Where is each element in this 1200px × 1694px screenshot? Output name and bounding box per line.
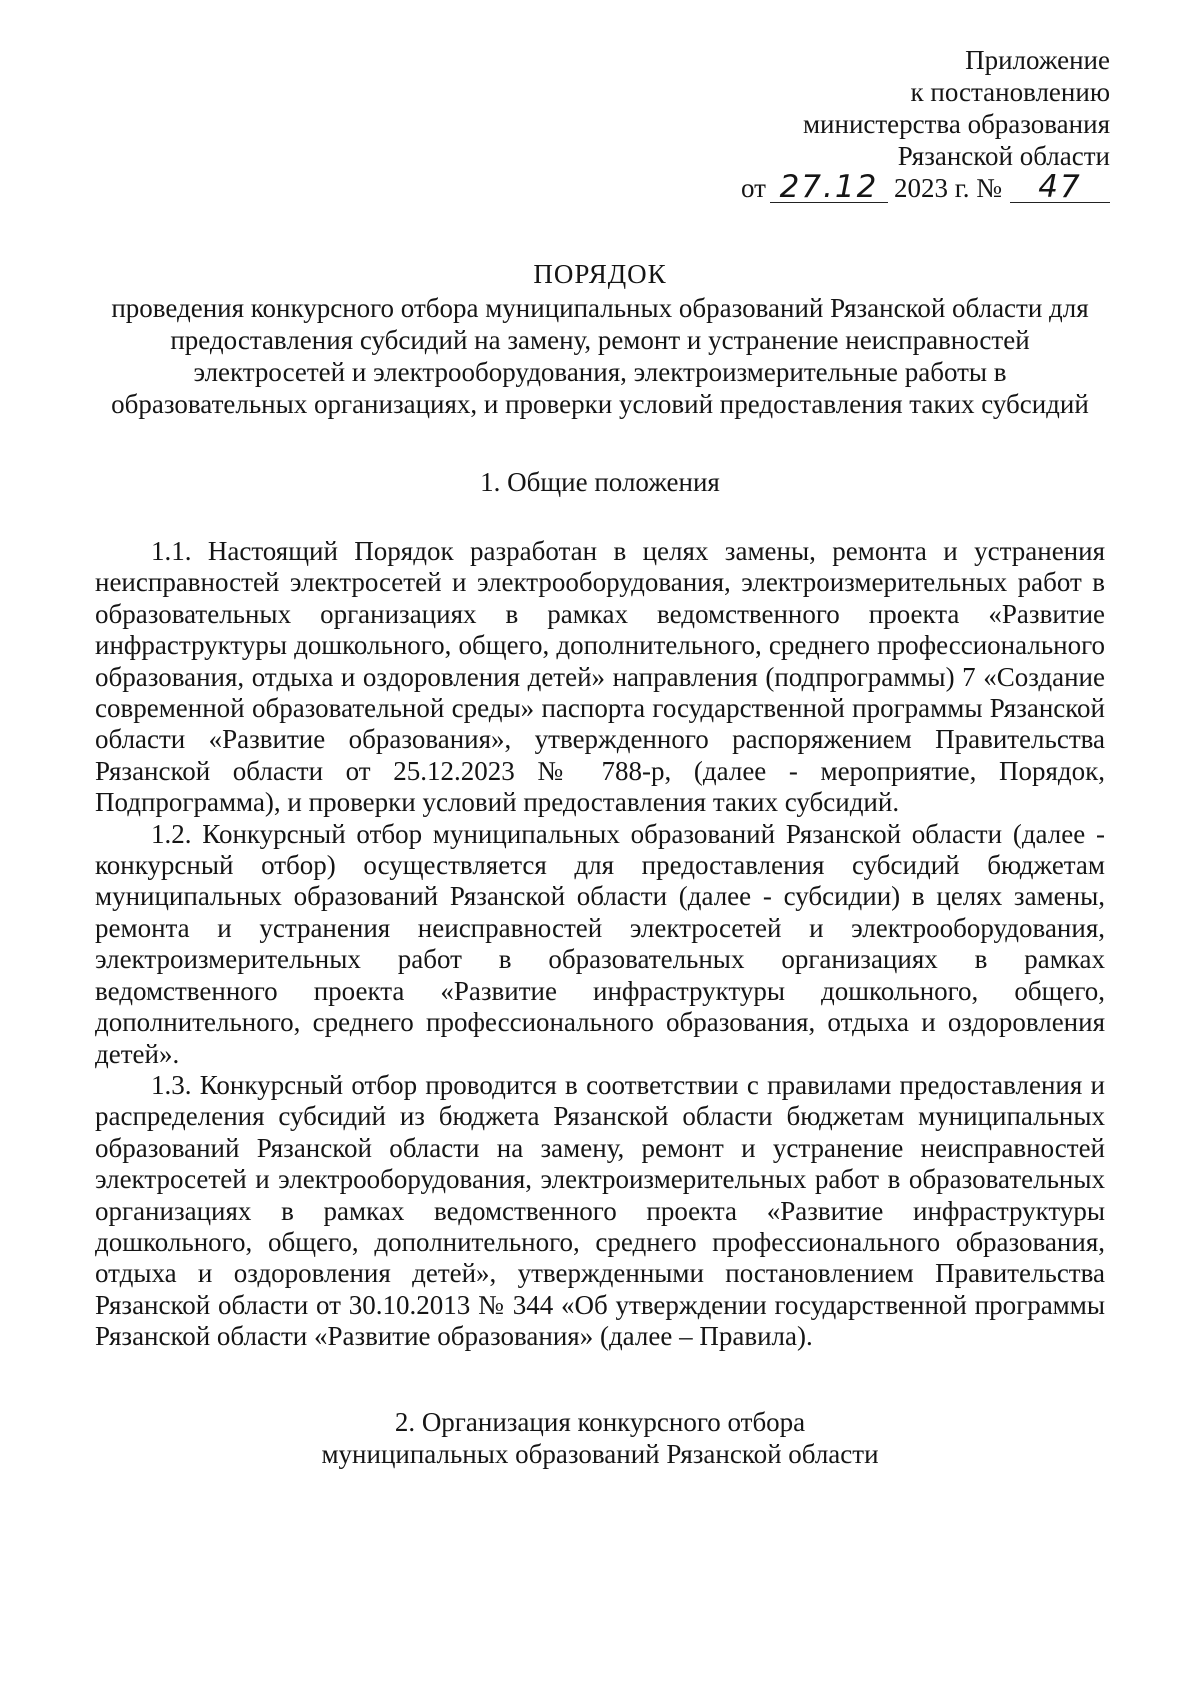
section-2-heading-line-1: 2. Организация конкурсного отбора	[394, 1407, 806, 1437]
paragraph-1-2: 1.2. Конкурсный отбор муниципальных образований Рязанской области (далее - конкурсный отбор) осуществляется для предоставления субсидий бюджетам муниципальных образований Рязанской области (далее - субсидии) в целях замены, ремонта и устранения неисправностей электросетей и электрооборудования, электроизмерительных работ в образовательных организациях в рамках ведомственного проекта «Развитие инфраструктуры дошкольного, общего, дополнительного, среднего профессионального образования, отдыха и оздоровления детей».	[95, 818, 1105, 1069]
section-2-heading-line-2: муниципальных образований Рязанской области	[321, 1439, 879, 1469]
document-subtitle: проведения конкурсного отбора муниципальных образований Рязанской области для предоставления субсидий на замену, ремонт и устранение неисправностей электросетей и электрооборудования, электроизмерительные работы в образовательных организациях, и проверки условий предоставления таких субсидий	[111, 293, 1089, 419]
document-title-block	[95, 258, 1105, 290]
date-prefix: от	[741, 173, 766, 203]
section-1-body	[95, 536, 1105, 1353]
section-1-heading: 1. Общие положения	[480, 467, 720, 497]
appendix-line-4: Рязанской области	[897, 141, 1110, 171]
paragraph-1-3: 1.3. Конкурсный отбор проводится в соответствии с правилами предоставления и распределения субсидий из бюджета Рязанской области бюджетам муниципальных образований Рязанской области на замену, ремонт и устранение неисправностей электросетей и электрооборудования, электроизмерительных работ в образовательных организациях в рамках ведомственного проекта «Развитие инфраструктуры дошкольного, общего, дополнительного, среднего профессионального образования, отдыха и оздоровления детей», утвержденными постановлением Правительства Рязанской области от 30.10.2013 № 344 «Об утверждении государственной программы Рязанской области «Развитие образования» (далее – Правила).	[95, 1069, 1105, 1352]
handwritten-number: 47	[1010, 172, 1110, 203]
appendix-line-1: Приложение	[965, 45, 1110, 75]
year-text: 2023 г. №	[893, 173, 1002, 203]
section-2-heading	[95, 1406, 1105, 1470]
document-title: ПОРЯДОК	[533, 259, 667, 289]
appendix-line-2: к постановлению	[910, 77, 1110, 107]
handwritten-date: 27.12	[770, 172, 888, 203]
appendix-date-line	[590, 169, 1110, 205]
appendix-line-3: министерства образования	[802, 109, 1110, 139]
paragraph-1-1: 1.1. Настоящий Порядок разработан в целях замены, ремонта и устранения неисправностей электросетей и электрооборудования, электроизмерительных работ в образовательных организациях в рамках ведомственного проекта «Развитие инфраструктуры дошкольного, общего, дополнительного, среднего профессионального образования, отдыха и оздоровления детей» направления (подпрограммы) 7 «Создание современной образовательной среды» паспорта государственной программы Рязанской области «Развитие образования», утвержденного распоряжением Правительства Рязанской области от 25.12.2023 № 788-р, (далее - мероприятие, Порядок, Подпрограмма), и проверки условий предоставления таких субсидий.	[95, 536, 1105, 818]
appendix-header	[590, 44, 1110, 204]
